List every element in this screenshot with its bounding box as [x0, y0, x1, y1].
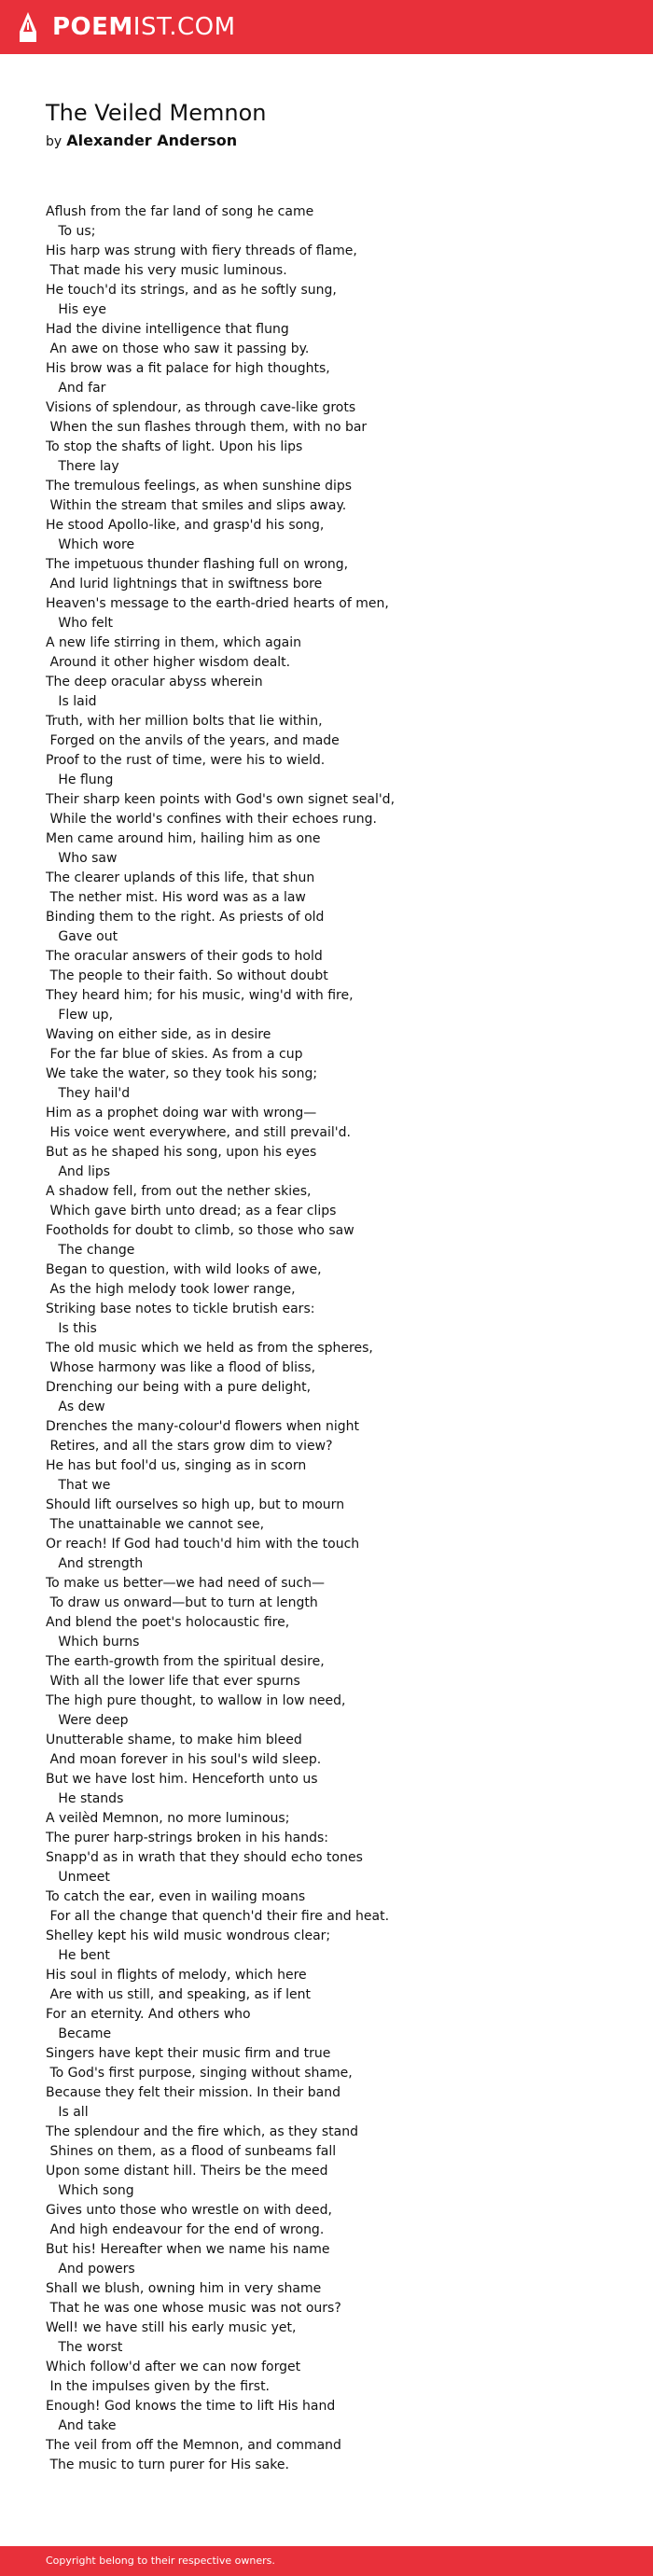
poem-line: Which follow'd after we can now forget [46, 2360, 301, 2374]
byline-label: by [46, 134, 63, 149]
poem-line: Retires, and all the stars grow dim to view? [46, 1439, 333, 1454]
poem-line: The splendour and the fire which, as they stand [46, 2124, 358, 2139]
poem-line: Shall we blush, owning him in very shame [46, 2281, 322, 2296]
poem-line: The clearer uplands of this life, that shun [46, 870, 315, 885]
poem-line: Upon some distant hill. Theirs be the meed [46, 2164, 328, 2179]
poem-line: To stop the shafts of light. Upon his lips [46, 439, 303, 454]
poem-line: Flew up, [46, 1008, 114, 1023]
poem-line: To draw us onward—but to turn at length [46, 1595, 318, 1610]
poem-line: Or reach! If God had touch'd him with the touch [46, 1537, 360, 1552]
poem-line: Gives unto those who wrestle on with deed, [46, 2203, 332, 2218]
poem-line: But we have lost him. Henceforth unto us [46, 1772, 318, 1787]
poem-line: And lurid lightnings that in swiftness bore [46, 577, 323, 592]
quill-pen-icon [17, 11, 39, 43]
poem-line: Because they felt their mission. In their band [46, 2085, 340, 2100]
poem-line: The impetuous thunder flashing full on wrong, [46, 557, 349, 572]
poem-line: The earth-growth from the spiritual desire, [46, 1654, 325, 1669]
poem-line: And lips [46, 1164, 111, 1179]
logo-text-rest: IST.COM [132, 13, 236, 41]
copyright-notice: Copyright belong to their respective owners. [46, 2555, 275, 2567]
poem-line: Is laid [46, 694, 97, 709]
poem-line: We take the water, so they took his song; [46, 1066, 318, 1081]
poem-line: That we [46, 1478, 111, 1493]
poem-line: Aflush from the far land of song he came [46, 204, 314, 219]
site-header [0, 0, 653, 54]
poem-line: And moan forever in his soul's wild sleep. [46, 1752, 322, 1767]
poem-line: Is all [46, 2105, 89, 2120]
poem-line: But as he shaped his song, upon his eyes [46, 1145, 317, 1160]
poem-line: And high endeavour for the end of wrong. [46, 2222, 325, 2237]
poem-line: Were deep [46, 1713, 129, 1728]
poem-line: And far [46, 381, 106, 396]
poem-line: Gave out [46, 929, 118, 944]
poem-line: That he was one whose music was not ours? [46, 2301, 341, 2316]
poem-line: The music to turn purer for His sake. [46, 2458, 289, 2472]
poem-line: He bent [46, 1948, 110, 1963]
poem-line: Who saw [46, 851, 118, 866]
poem-line: Unmeet [46, 1870, 110, 1885]
poem-line: Had the divine intelligence that flung [46, 322, 289, 337]
poem-line: The worst [46, 2340, 123, 2355]
poem-line: To us; [46, 224, 96, 239]
poem-line: An awe on those who saw it passing by. [46, 341, 310, 356]
poem-line: Him as a prophet doing war with wrong— [46, 1106, 317, 1121]
poem-line: Forged on the anvils of the years, and made [46, 733, 340, 748]
poem-line: Whose harmony was like a flood of bliss, [46, 1360, 316, 1375]
poem-line: The high pure thought, to wallow in low need, [46, 1693, 346, 1708]
poem-line: He touch'd its strings, and as he softly sung, [46, 283, 337, 298]
poem-line: To make us better—we had need of such— [46, 1576, 325, 1591]
poem-line: To catch the ear, even in wailing moans [46, 1889, 306, 1904]
poem-author: Alexander Anderson [66, 132, 238, 149]
poem-line: The purer harp-strings broken in his hands: [46, 1831, 328, 1845]
poem-line: As dew [46, 1399, 105, 1414]
poem-line: Who felt [46, 616, 114, 631]
poem-line: Visions of splendour, as through cave-like grots [46, 400, 356, 415]
poem-line: Shelley kept his wild music wondrous clear; [46, 1929, 331, 1943]
poem-line: Unutterable shame, to make him bleed [46, 1733, 302, 1748]
poem-line: And powers [46, 2262, 135, 2277]
poem-line: Men came around him, hailing him as one [46, 831, 321, 846]
poem-line: He stood Apollo-like, and grasp'd his song, [46, 518, 325, 533]
poem-line: For an eternity. And others who [46, 2007, 251, 2022]
poem-line: Drenches the many-colour'd flowers when night [46, 1419, 359, 1434]
poem-line: He flung [46, 773, 114, 787]
poem-line: Is this [46, 1321, 97, 1336]
poem-line: Their sharp keen points with God's own signet seal'd, [46, 792, 396, 807]
poem-line: His eye [46, 302, 107, 317]
poem-line: Which song [46, 2183, 134, 2198]
poem-line: Around it other higher wisdom dealt. [46, 655, 291, 670]
poem-line: The unattainable we cannot see, [46, 1517, 265, 1532]
poem-line: Proof to the rust of time, were his to wield. [46, 753, 326, 768]
poem-line: A shadow fell, from out the nether skies, [46, 1184, 312, 1199]
poem-line: And strength [46, 1556, 144, 1571]
poem-line: Which gave birth unto dread; as a fear clips [46, 1204, 337, 1218]
poem-line: His brow was a fit palace for high thoughts, [46, 361, 330, 376]
logo-text-bold: POEM [52, 13, 133, 41]
poem-line: Enough! God knows the time to lift His hand [46, 2399, 336, 2414]
poem-line: A new life stirring in them, which again [46, 635, 301, 650]
poem-line: As the high melody took lower range, [46, 1282, 296, 1297]
poem-line: With all the lower life that ever spurns [46, 1674, 300, 1689]
logo-text [52, 10, 236, 44]
poem-line: He stands [46, 1791, 124, 1806]
poem-heading [46, 97, 615, 152]
poem-line: A veilèd Memnon, no more luminous; [46, 1811, 290, 1826]
poem-line: Within the stream that smiles and slips away. [46, 498, 347, 513]
poem-line: Shines on them, as a flood of sunbeams fall [46, 2144, 337, 2159]
poem-line: His voice went everywhere, and still prevail'd. [46, 1125, 351, 1140]
poem-line: They hail'd [46, 1086, 131, 1101]
poem-line: The veil from off the Memnon, and command [46, 2438, 341, 2453]
poem-line: The tremulous feelings, as when sunshine dips [46, 479, 353, 494]
poem-line: The change [46, 1243, 135, 1258]
poem-line: The nether mist. His word was as a law [46, 890, 306, 905]
poem-line: While the world's confines with their echoes rung. [46, 812, 377, 827]
poem-line: Well! we have still his early music yet, [46, 2320, 297, 2335]
poem-line: His harp was strung with fiery threads of flame, [46, 244, 357, 258]
poem-line: When the sun flashes through them, with no bar [46, 420, 368, 435]
poem-line: The people to their faith. So without doubt [46, 968, 328, 983]
poem-line: He has but fool'd us, singing as in scorn [46, 1458, 307, 1473]
poem-line: Singers have kept their music firm and true [46, 2046, 331, 2061]
poem-line: But his! Hereafter when we name his name [46, 2242, 330, 2257]
poem-line: Binding them to the right. As priests of old [46, 910, 325, 925]
poem-line: For all the change that quench'd their fire and heat. [46, 1909, 390, 1924]
poem-byline [46, 131, 615, 152]
poem-line: And blend the poet's holocaustic fire, [46, 1615, 290, 1630]
poem-line: Snapp'd as in wrath that they should echo tones [46, 1850, 363, 1865]
poem-line: His soul in flights of melody, which here [46, 1968, 307, 1983]
poem-line: The deep oracular abyss wherein [46, 675, 263, 689]
poem-line: Should lift ourselves so high up, but to mourn [46, 1497, 345, 1512]
poem-line: Which wore [46, 537, 135, 552]
poem-line: To God's first purpose, singing without shame, [46, 2066, 353, 2081]
poem-line: They heard him; for his music, wing'd with fire, [46, 988, 354, 1003]
poem-line: Began to question, with wild looks of awe, [46, 1262, 322, 1277]
poem-line: The oracular answers of their gods to hold [46, 949, 323, 964]
poem-line: Striking base notes to tickle brutish ears: [46, 1302, 315, 1316]
poem-line: Footholds for doubt to climb, so those who saw [46, 1223, 354, 1238]
poem-line: The old music which we held as from the spheres, [46, 1341, 373, 1356]
poem-line: Which burns [46, 1635, 140, 1650]
poem-line: And take [46, 2418, 117, 2433]
poem-title: The Veiled Memnon [46, 100, 267, 126]
poem-line: Truth, with her million bolts that lie within, [46, 714, 323, 729]
poem-line: There lay [46, 459, 119, 474]
site-logo[interactable] [17, 10, 236, 44]
poem-line: Drenching our being with a pure delight, [46, 1380, 312, 1395]
poem-line: In the impulses given by the first. [46, 2379, 271, 2394]
poem-line: Are with us still, and speaking, as if lent [46, 1987, 311, 2002]
poem-line: For the far blue of skies. As from a cup [46, 1047, 303, 1062]
poem-line: Heaven's message to the earth-dried hearts of men, [46, 596, 389, 611]
poem-body [46, 202, 615, 2475]
poem-line: Became [46, 2026, 112, 2041]
poem-line: That made his very music luminous. [46, 263, 287, 278]
site-footer [0, 2546, 653, 2576]
poem-line: Waving on either side, as in desire [46, 1027, 271, 1042]
